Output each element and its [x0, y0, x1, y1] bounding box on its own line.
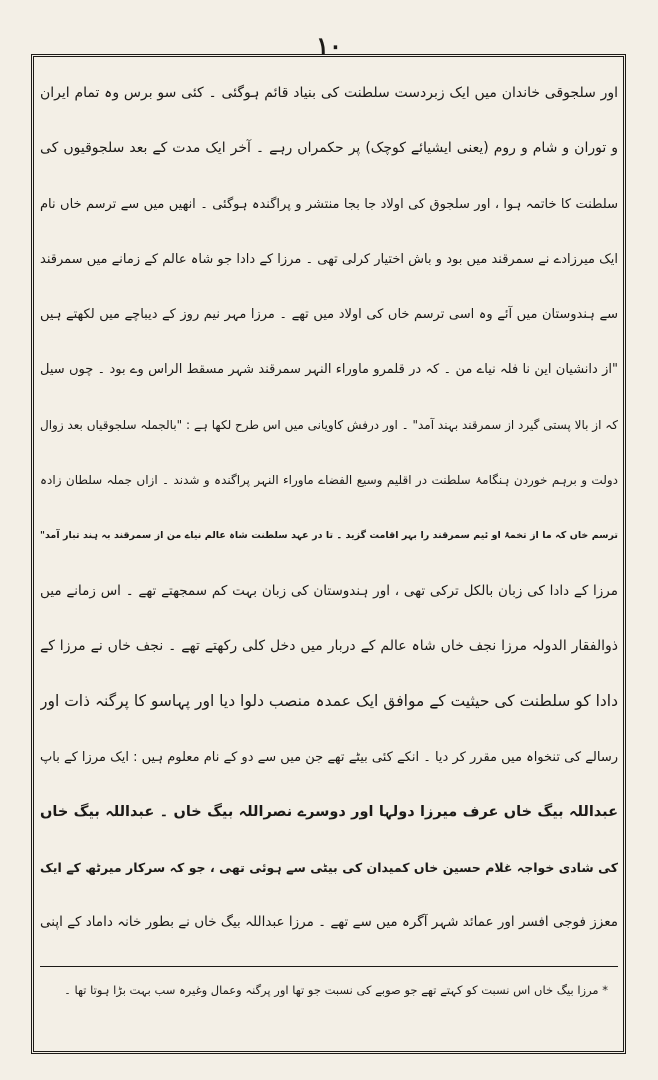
text-line: دادا کو سلطنت کی حیثیت کے موافق ایک عمدہ منصب دلوا دیا اور پہاسو کا پرگنہ ذات اور [40, 692, 618, 711]
text-line: اور سلجوقی خاندان میں ایک زبردست سلطنت کی بنیاد قائم ہوگئی ۔ کئی سو برس وہ تمام ایران [40, 85, 618, 101]
text-line: مرزا کے دادا کی زبان بالکل ترکی تھی ، اور ہندوستان کی زبان بہت کم سمجھتے تھے ۔ اس زمانے میں [40, 582, 618, 599]
text-line: ذوالفقار الدولہ مرزا نجف خاں شاہ عالم کے دربار میں دخل کلی رکھتے تھے ۔ نجف خاں نے مرزا کے [40, 637, 618, 654]
text-line: "از دانشیان این نا فلہ نیاے من ۔ کہ در قلمرو ماوراء النہر سمرقند شہر مسقط الراس وے بود ۔ چوں سیل [40, 362, 618, 378]
text-line: کی شادی خواجہ غلام حسین خاں کمیدان کی بیٹی سے ہوئی تھی ، جو کہ سرکار میرٹھ کے ایک [40, 860, 618, 876]
footnote-divider [40, 966, 618, 967]
text-line: ایک میرزادے نے سمرقند میں بود و باش اختیار کرلی تھی ۔ مرزا کے دادا جو شاہ عالم کے زمانے میں سمرقند [40, 251, 618, 267]
text-line: رسالے کی تنخواہ میں مقرر کر دیا ۔ انکے کئی بیٹے تھے جن میں سے دو کے نام معلوم ہیں : ایک مرزا کے باپ [40, 749, 618, 765]
text-line: کہ از بالا پستی گیرد از سمرقند بہند آمد" ۔ اور درفش کاویانی میں اس طرح لکھا ہے : "بالجملہ سلجوقیاں بعد زوال [40, 417, 618, 432]
text-line: ترسم خاں کہ ما از تخمۂ او ئیم سمرقند را بہر اقامت گزید ۔ تا در عہد سلطنت شاہ عالم نیاے من از سمرقند بہ ہند تبار آمد" [40, 530, 618, 542]
text-line: دولت و برہم خوردن ہنگامۂ سلطنت در اقلیم وسیع الفضاے ماوراء النہر پراگندہ و شدند ۔ ازاں جملہ سلطان زادہ [40, 473, 618, 488]
text-line: عبداللہ بیگ خاں عرف میرزا دولہا اور دوسرے نصراللہ بیگ خاں ۔ عبداللہ بیگ خاں [40, 803, 618, 820]
page-number: ۱۰ [316, 31, 342, 60]
text-line: معزز فوجی افسر اور عمائد شہر آگرہ میں سے تھے ۔ مرزا عبداللہ بیگ خاں نے بطور خانہ داماد کے اپنی [40, 914, 618, 931]
body-text [40, 66, 618, 951]
footnote: * مرزا بیگ خاں اس نسبت کو کہتے تھے جو صوبے کی نسبت جو تھا اور پرگنہ وعمال وغیرہ سب بہت بڑا ہوتا تھا ۔ [64, 983, 608, 997]
text-line: و توران و شام و روم (یعنی ایشیائے کوچک) پر حکمراں رہے ۔ آخر ایک مدت کے بعد سلجوقیوں کی [40, 140, 618, 157]
text-line: سلطنت کا خاتمہ ہوا ، اور سلجوق کی اولاد جا بجا منتشر و پراگندہ ہوگئی ۔ انھیں میں سے ترسم خاں نام [40, 196, 618, 212]
text-line: سے ہندوستان میں آئے وہ اسی ترسم خاں کی اولاد میں تھے ۔ مرزا مہر نیم روز کے دیباچے میں لکھتے ہیں [40, 307, 618, 323]
